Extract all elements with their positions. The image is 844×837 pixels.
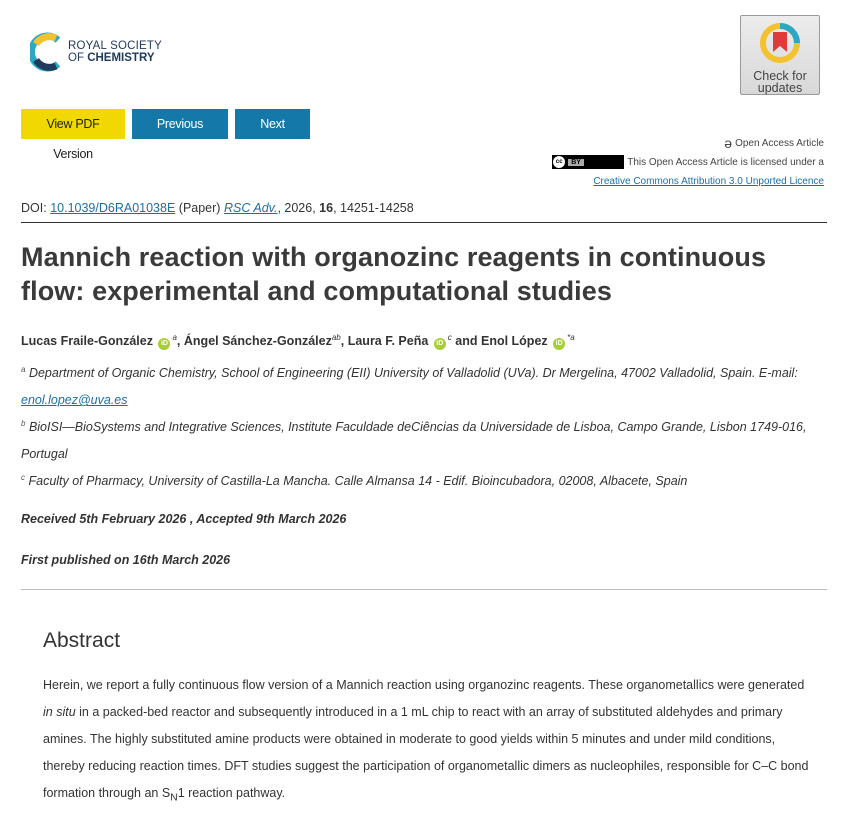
affiliation-marker: c: [21, 473, 25, 482]
rsc-logo-text: [68, 40, 162, 64]
abstract-text: 1 reaction pathway.: [177, 786, 286, 800]
abstract-subscript: N: [170, 792, 178, 804]
journal-link[interactable]: RSC Adv.: [223, 201, 278, 215]
article-type: (Paper): [178, 201, 221, 215]
next-article-button[interactable]: Next Article: [235, 109, 310, 139]
author-name[interactable]: Laura F. Peña: [347, 334, 429, 349]
author-name[interactable]: Enol López: [480, 334, 548, 349]
affiliation-marker: b: [21, 419, 26, 428]
cc-license-link[interactable]: Creative Commons Attribution 3.0 Unported Licence: [593, 176, 824, 187]
author-separator: and: [451, 334, 478, 349]
author-list: [21, 333, 575, 350]
abstract-body: [43, 672, 813, 812]
citation-year: , 2026,: [277, 201, 316, 215]
orcid-icon[interactable]: iD: [434, 338, 446, 350]
cc-by-label: BY: [568, 159, 584, 166]
email-link[interactable]: enol.lopez@uva.es: [21, 393, 128, 408]
abstract-text: Herein, we report a fully continuous flow version of a Mannich reaction using organozinc reagents. These organometallics were generated: [43, 678, 805, 692]
affiliation-b: [21, 410, 827, 468]
logo-line1: ROYAL SOCIETY: [68, 40, 162, 52]
affiliation-a: [21, 356, 827, 414]
doi-label: DOI:: [21, 201, 47, 215]
author-separator: ,: [176, 334, 181, 349]
author-name[interactable]: Lucas Fraile-González: [21, 334, 153, 349]
open-access-text: Open Access Article: [735, 138, 824, 149]
abstract-heading: Abstract: [43, 629, 121, 652]
check-updates-line1: Check for: [753, 69, 807, 83]
doi-link[interactable]: 10.1039/D6RA01038E: [50, 201, 176, 215]
affiliation-text: Department of Organic Chemistry, School of Engineering (EII) University of Valladolid (UVa). Dr Mergelina, 47002 Valladolid, Spain. E-mail:: [28, 366, 798, 381]
citation-pages: , 14251-14258: [333, 201, 414, 215]
cc-icon: cc: [553, 156, 565, 168]
author-name[interactable]: Ángel Sánchez-González: [183, 334, 332, 349]
check-updates-line2: updates: [757, 81, 803, 95]
cc-by-badge[interactable]: [552, 155, 624, 169]
article-title: Mannich reaction with organozinc reagents in continuous flow: experimental and computational studies: [21, 242, 767, 306]
check-updates-icon: [759, 22, 801, 64]
license-text: This Open Access Article is licensed under a: [627, 156, 824, 168]
rsc-logo[interactable]: [30, 32, 162, 72]
affiliation-marker: a: [21, 365, 26, 374]
orcid-icon[interactable]: iD: [553, 338, 565, 350]
affiliation-text: Faculty of Pharmacy, University of Castilla-La Mancha. Calle Almansa 14 - Edif. Bioincubadora, 02008, Albacete, Spain: [28, 474, 688, 489]
previous-article-button[interactable]: Previous Article: [132, 109, 228, 139]
logo-of: OF: [68, 52, 84, 64]
rsc-logo-icon: [30, 32, 64, 72]
divider: [21, 589, 827, 590]
license-line: [552, 155, 824, 169]
affiliation-text: BioISI—BioSystems and Integrative Sciences, Institute Faculdade deCiências da Universidade de Lisboa, Campo Grande, Lisbon 1749-016, Portugal: [21, 420, 807, 462]
author-affil-sup: a: [172, 333, 177, 342]
abstract-italic: in situ: [43, 705, 76, 719]
check-for-updates-badge[interactable]: [740, 15, 820, 95]
view-pdf-button[interactable]: View PDF Version: [21, 109, 125, 139]
orcid-icon[interactable]: iD: [158, 338, 170, 350]
author-affil-sup: *a: [567, 333, 575, 342]
open-access-label: [724, 135, 824, 151]
logo-chemistry: CHEMISTRY: [87, 52, 155, 64]
check-updates-label: [741, 70, 819, 94]
open-access-icon: ə: [724, 135, 733, 151]
first-published-date: First published on 16th March 2026: [21, 553, 231, 567]
affiliation-c: [21, 464, 827, 495]
author-separator: ,: [340, 334, 345, 349]
citation-line: [21, 201, 414, 215]
logo-line2: [68, 52, 162, 64]
divider: [21, 222, 827, 223]
author-affil-sup: c: [447, 333, 452, 342]
author-affil-sup: ab: [331, 333, 341, 342]
received-accepted-dates: Received 5th February 2026 , Accepted 9th March 2026: [21, 512, 347, 526]
abstract-text: in a packed-bed reactor and subsequently introduced in a 1 mL chip to react with an array of substituted aldehydes and primary amines. The highly substituted amine products were obtained in moderate to good yields within 5 minutes and under mild conditions, thereby reducing reaction times. DFT studies suggest the participation of organometallic dimers as nucleophiles, responsible for C–C bond formation through an S: [43, 705, 809, 800]
citation-volume: 16: [319, 201, 334, 215]
